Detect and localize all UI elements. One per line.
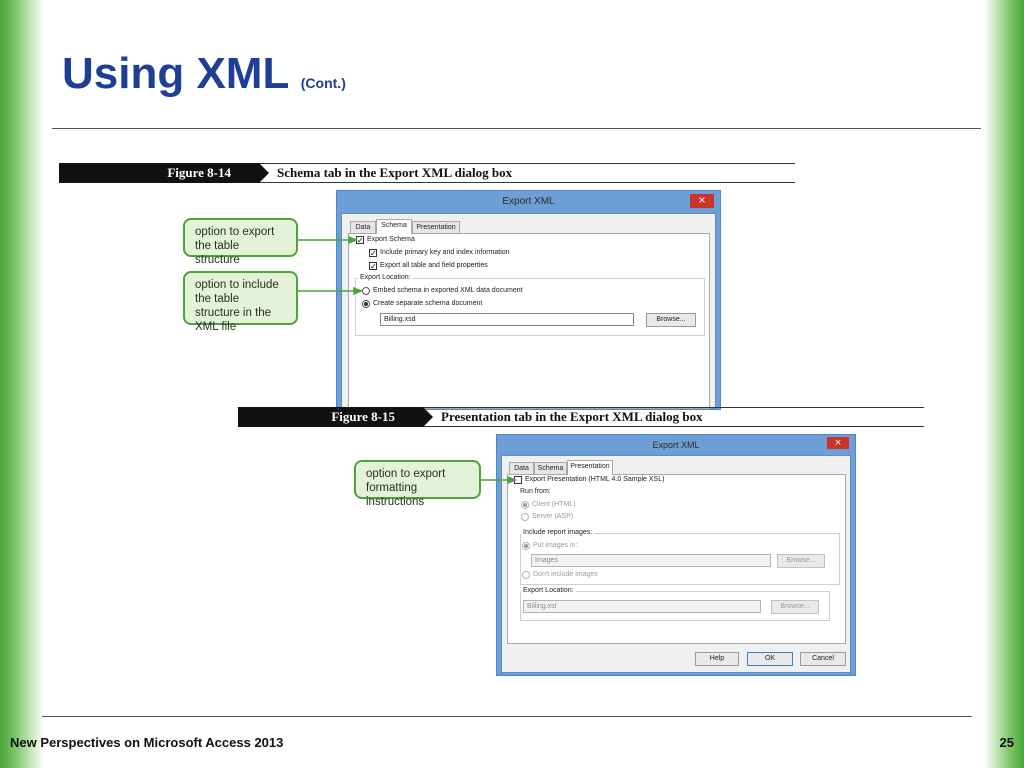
- export-location-label: Export Location:: [360, 274, 411, 281]
- images-folder-input[interactable]: Images: [531, 554, 771, 567]
- figure-number-box: [238, 407, 423, 427]
- images-browse-button[interactable]: Browse...: [777, 554, 825, 568]
- server-asp-label: Server (ASP): [532, 513, 574, 520]
- figure-number-box: [59, 163, 259, 183]
- left-green-edge: [0, 0, 44, 768]
- callout-formatting: option to export formatting instructions: [354, 460, 481, 499]
- separate-schema-label: Create separate schema document: [373, 300, 483, 307]
- export-location-group: [520, 587, 830, 621]
- export-xml-dialog-presentation: [496, 434, 856, 676]
- figure-arrow: [423, 407, 433, 427]
- export-location-group: [355, 274, 705, 336]
- run-from-label: Run from:: [520, 488, 551, 495]
- schema-file-input[interactable]: Billing.xsd: [380, 313, 634, 326]
- tab-data[interactable]: Data: [509, 462, 534, 474]
- dont-include-label: Don't include images: [533, 571, 598, 578]
- export-location-label: Export Location:: [523, 587, 574, 594]
- slide-title-suffix: (Cont.): [300, 75, 346, 91]
- include-keys-label: Include primary key and index information: [380, 249, 510, 256]
- dialog-body: [341, 213, 716, 409]
- put-images-radio[interactable]: [522, 542, 530, 550]
- dont-include-radio[interactable]: [522, 571, 530, 579]
- export-presentation-checkbox[interactable]: [514, 476, 522, 484]
- include-keys-checkbox[interactable]: ✓: [370, 249, 377, 258]
- slide-title: [62, 46, 346, 111]
- tab-presentation[interactable]: Presentation: [412, 221, 460, 233]
- tab-schema[interactable]: Schema: [376, 219, 412, 234]
- export-properties-checkbox[interactable]: ✓: [370, 262, 377, 271]
- close-icon[interactable]: ×: [827, 437, 849, 449]
- dialog-title: Export XML: [502, 196, 555, 207]
- page-number: 25: [999, 735, 1014, 750]
- figure-caption: Presentation tab in the Export XML dialog box: [441, 409, 703, 424]
- figure-8-14-header: [59, 163, 795, 183]
- figure-caption: Schema tab in the Export XML dialog box: [277, 165, 513, 180]
- export-presentation-label: Export Presentation (HTML 4.0 Sample XSL): [525, 476, 665, 483]
- embed-schema-radio[interactable]: [362, 287, 370, 295]
- tab-data[interactable]: Data: [350, 221, 376, 233]
- title-divider: [52, 128, 981, 129]
- ok-button[interactable]: OK: [747, 652, 793, 666]
- client-html-label: Client (HTML): [532, 501, 576, 508]
- callout-include-structure: option to include the table structure in the XML file: [183, 271, 298, 325]
- dialog-body: [501, 455, 851, 673]
- figure-number: Figure 8-15: [331, 409, 395, 424]
- cancel-button[interactable]: Cancel: [800, 652, 846, 666]
- include-images-label: Include report images:: [523, 529, 593, 536]
- dialog-title: Export XML: [652, 440, 700, 450]
- help-button[interactable]: Help: [695, 652, 739, 666]
- put-images-label: Put images in:: [533, 542, 578, 549]
- callout-export-structure: option to export the table structure: [183, 218, 298, 257]
- export-xml-dialog-schema: [336, 190, 721, 410]
- export-schema-checkbox[interactable]: ✓: [357, 236, 364, 245]
- embed-schema-label: Embed schema in exported XML data document: [373, 287, 523, 294]
- browse-button[interactable]: Browse...: [646, 313, 696, 327]
- schema-panel: [348, 233, 710, 409]
- export-properties-label: Export all table and field properties: [380, 262, 488, 269]
- location-input[interactable]: Billing.xsl: [523, 600, 761, 613]
- footer-divider: [42, 716, 972, 717]
- run-from-group: [520, 488, 576, 526]
- export-schema-label: Export Schema: [367, 236, 415, 243]
- slide-title-text: Using XML: [62, 49, 289, 98]
- separate-schema-radio[interactable]: [362, 300, 370, 308]
- presentation-panel: [507, 474, 846, 644]
- tab-presentation[interactable]: Presentation: [567, 460, 613, 475]
- figure-8-15-header: [238, 407, 924, 427]
- footer-title: New Perspectives on Microsoft Access 2013: [10, 735, 284, 750]
- client-html-radio[interactable]: [521, 501, 529, 509]
- server-asp-radio[interactable]: [521, 513, 529, 521]
- figure-arrow: [259, 163, 269, 183]
- include-images-group: [520, 529, 840, 585]
- figure-number: Figure 8-14: [167, 165, 231, 180]
- tab-schema[interactable]: Schema: [534, 462, 567, 474]
- right-green-edge: [984, 0, 1024, 768]
- location-browse-button[interactable]: Browse...: [771, 600, 819, 614]
- close-icon[interactable]: ×: [690, 194, 714, 208]
